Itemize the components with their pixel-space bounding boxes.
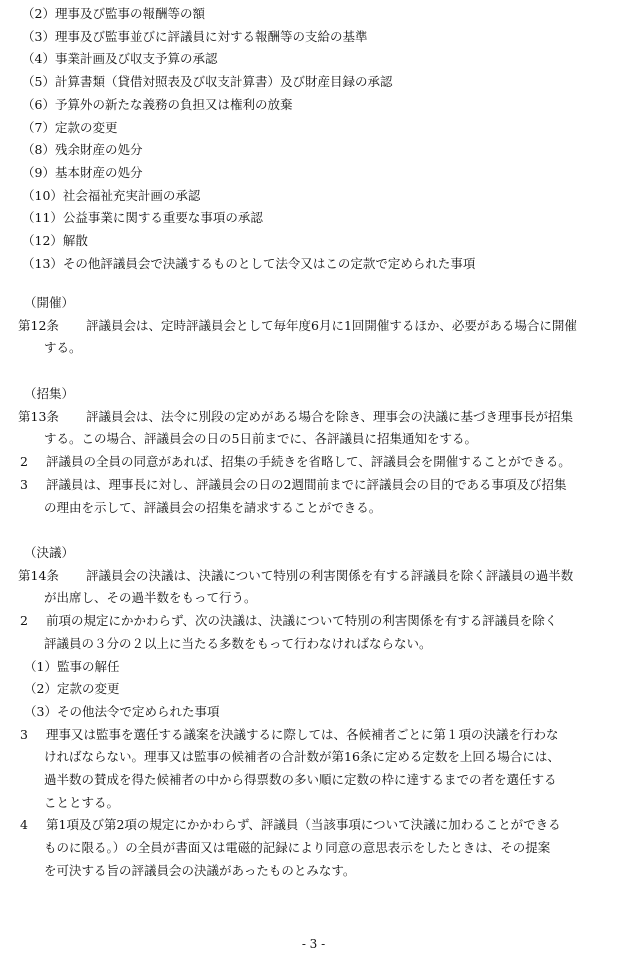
page-number: - 3 -: [301, 937, 326, 951]
list-item-number: （8）: [22, 142, 55, 158]
paragraph-text-continued: を可決する旨の評議員会の決議があったものとみなす。: [44, 862, 356, 878]
paragraph-text: 前項の規定にかかわらず、次の決議は、決議について特別の利害関係を有する評議員を除く: [46, 613, 558, 629]
list-item: [22, 3, 612, 26]
section-heading: （開催）: [24, 295, 75, 310]
list-item-number: （4）: [22, 51, 55, 67]
list-item: [22, 162, 612, 185]
article-number: 第13条: [18, 408, 59, 424]
article-text-continued: が出席し、その過半数をもって行う。: [44, 590, 257, 606]
paragraph-text-continued: ものに限る。）の全員が書面又は電磁的記録により同意の意思表示をしたときは、その提案: [44, 840, 551, 856]
paragraph-2: [18, 451, 614, 474]
section-heading: （招集）: [24, 386, 75, 401]
list-item: [22, 94, 612, 117]
list-item-text: 計算書類（貸借対照表及び収支計算書）及び財産目録の承認: [54, 74, 393, 90]
list-item: [22, 185, 612, 208]
article-12: [18, 292, 614, 360]
paragraph-text: 理事又は監事を選任する議案を決議するに際しては、各候補者ごとに第１項の決議を行わな: [46, 726, 559, 742]
paragraph-text-continued: の理由を示して、評議員会の招集を請求することができる。: [44, 499, 382, 515]
list-item-text: 公益事業に関する重要な事項の承認: [62, 210, 263, 226]
list-item: [22, 117, 612, 140]
list-item-text: 事業計画及び収支予算の承認: [54, 51, 218, 67]
list-item-text: 社会福祉充実計画の承認: [62, 187, 201, 203]
paragraph-number: 4: [20, 817, 28, 833]
list-item: [22, 253, 612, 276]
list-item: [22, 71, 612, 94]
list-item: [22, 139, 612, 162]
list-item-text: 基本財産の処分: [54, 164, 143, 180]
list-item: [22, 48, 612, 71]
article-13: [18, 383, 614, 519]
paragraph-text-continued: ければならない。理事又は監事の候補者の合計数が第16条に定める定数を上回る場合には、: [44, 749, 560, 765]
list-item-number: （12）: [22, 233, 63, 249]
list-item-text: 残余財産の処分: [54, 142, 143, 158]
list-item-text: その他評議員会で決議するものとして法令又はこの定款で定められた事項: [62, 255, 476, 271]
article-text-continued: する。この場合、評議員会の日の5日前までに、各評議員に招集通知をする。: [44, 431, 477, 447]
article-text: 評議員会は、定時評議員会として毎年度6月に1回開催するほか、必要がある場合に開催: [86, 317, 577, 333]
list-item-number: （11）: [22, 210, 63, 226]
list-item: [22, 26, 612, 49]
list-item: [22, 207, 612, 230]
list-item-number: （6）: [22, 96, 55, 112]
section-heading: （決議）: [24, 545, 75, 560]
article-number: 第12条: [18, 317, 59, 333]
paragraph-2: [18, 610, 614, 633]
article-paragraph: [18, 565, 614, 588]
list-item-text: 解散: [62, 233, 88, 249]
list-item-text: 理事及び監事並びに評議員に対する報酬等の支給の基準: [54, 28, 368, 44]
paragraph-text-continued: こととする。: [44, 794, 120, 810]
list-item-text: 予算外の新たな義務の負担又は権利の放棄: [54, 96, 293, 112]
paragraph-text-continued: 過半数の賛成を得た候補者の中から得票数の多い順に定数の枠に達するまでの者を選任する: [44, 772, 557, 788]
article-text: 評議員会は、法令に別段の定めがある場合を除き、理事会の決議に基づき理事長が招集: [86, 408, 574, 424]
paragraph-number: 3: [20, 726, 28, 742]
list-item: [22, 230, 612, 253]
list-item-text: 定款の変更: [54, 119, 118, 135]
paragraph-4: [18, 814, 614, 837]
list-item-number: （13）: [22, 255, 63, 271]
paragraph-number: 2: [20, 613, 28, 629]
list-item-number: （9）: [22, 164, 55, 180]
list-item-number: （2）: [22, 6, 55, 21]
list-item-number: （10）: [22, 187, 63, 203]
paragraph-text: 第1項及び第2項の規定にかかわらず、評議員（当該事項について決議に加わることができる: [46, 817, 561, 833]
article-14: [18, 542, 614, 883]
resolution-matters-list: [22, 3, 612, 275]
sub-item: （3）その他法令で定められた事項: [24, 703, 220, 719]
paragraph-number: 3: [20, 476, 28, 492]
list-item-number: （7）: [22, 119, 55, 135]
sub-item: （2）定款の変更: [24, 681, 120, 697]
paragraph-number: 2: [20, 454, 28, 470]
paragraph-3: [18, 724, 614, 747]
article-paragraph: [18, 406, 614, 429]
paragraph-text-continued: 評議員の３分の２以上に当たる多数をもって行わなければならない。: [44, 635, 432, 651]
paragraph-text: 評議員は、理事長に対し、評議員会の日の2週間前までに評議員会の目的である事項及び招集: [46, 476, 567, 492]
paragraph-text: 評議員の全員の同意があれば、招集の手続きを省略して、評議員会を開催することができる。: [46, 454, 571, 470]
article-text-continued: する。: [44, 340, 82, 356]
list-item-number: （3）: [22, 28, 55, 44]
sub-item: （1）監事の解任: [24, 658, 120, 674]
list-item-text: 理事及び監事の報酬等の額: [54, 6, 205, 21]
article-number: 第14条: [18, 567, 59, 583]
article-text: 評議員会の決議は、決議について特別の利害関係を有する評議員を除く評議員の過半数: [86, 567, 574, 583]
paragraph-3: [18, 474, 614, 497]
article-paragraph: [18, 315, 614, 338]
list-item-number: （5）: [22, 74, 55, 90]
